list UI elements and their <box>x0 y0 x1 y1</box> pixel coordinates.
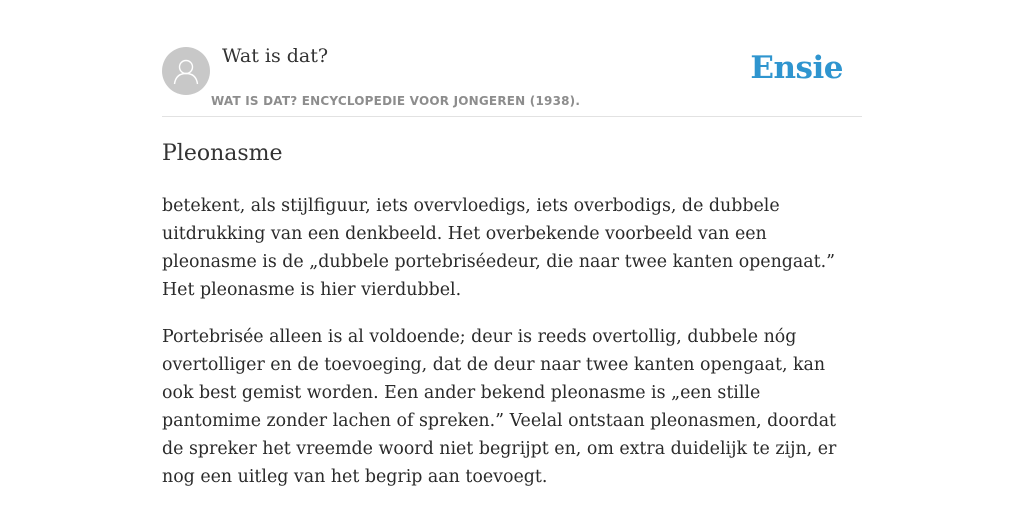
source-header <box>162 0 862 117</box>
user-avatar-icon <box>171 56 201 86</box>
article-paragraph: Portebrisée alleen is al voldoende; deur is reeds overtollig, dubbele nóg overtolliger en de toevoeging, dat de deur naar twee kanten opengaat, kan ook best gemist worden. Een ander bekend pleonasme is „een stille pantomime zonder lachen of spreken.” Veelal ontstaan pleonasmen, doordat de spreker het vreemde woord niet begrijpt en, om extra duidelijk te zijn, er nog een uitleg van het begrip aan toevoegt. <box>162 327 837 487</box>
source-avatar[interactable] <box>162 47 210 95</box>
article <box>162 139 862 491</box>
source-title[interactable]: Wat is dat? <box>222 45 329 67</box>
article-paragraph: betekent, als stijlfiguur, iets overvloedigs, iets overbodigs, de dubbele uitdrukking van een denkbeeld. Het overbekende voorbeeld van een pleonasme is de „dubbele portebriséedeur, die naar twee kanten opengaat.” Het pleonasme is hier vierdubbel. <box>162 196 836 300</box>
source-subtitle: WAT IS DAT? ENCYCLOPEDIE VOOR JONGEREN (1938). <box>211 94 581 108</box>
article-title: Pleonasme <box>162 141 283 166</box>
brand-logo[interactable]: Ensie <box>750 50 843 86</box>
